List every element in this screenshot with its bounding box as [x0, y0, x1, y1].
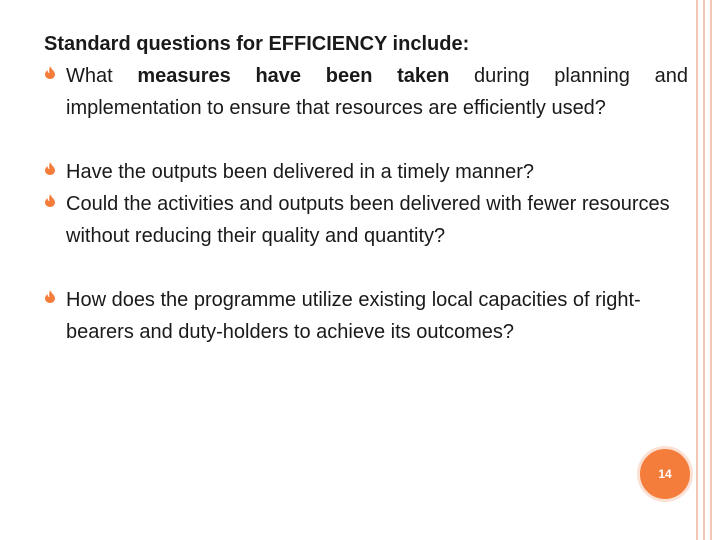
flame-bullet-icon [44, 60, 66, 79]
bullet-item [44, 156, 688, 188]
bullet-item [44, 60, 688, 124]
flame-bullet-icon [44, 284, 66, 303]
bullet-text: Have the outputs been delivered in a timely manner? [66, 161, 535, 183]
bullet-item [44, 188, 688, 252]
border-line-inner [696, 0, 698, 540]
bullet-item [44, 284, 688, 348]
border-line-outer [710, 0, 712, 540]
flame-bullet-icon [44, 156, 66, 175]
bullet-text: What measures have been taken during planning and implementation to ensure that resources are efficiently used? [66, 65, 688, 119]
slide-heading: Standard questions for EFFICIENCY include: [44, 33, 470, 55]
flame-bullet-icon [44, 188, 66, 207]
border-line-middle [703, 0, 705, 540]
bullet-text: Could the activities and outputs been delivered with fewer resources without reducing their quality and quantity? [66, 193, 670, 247]
slide-content [44, 28, 688, 348]
page-number-badge [637, 446, 693, 502]
page-number: 14 [658, 467, 672, 481]
bullet-text: How does the programme utilize existing local capacities of right-bearers and duty-holders to achieve its outcomes? [66, 289, 641, 343]
